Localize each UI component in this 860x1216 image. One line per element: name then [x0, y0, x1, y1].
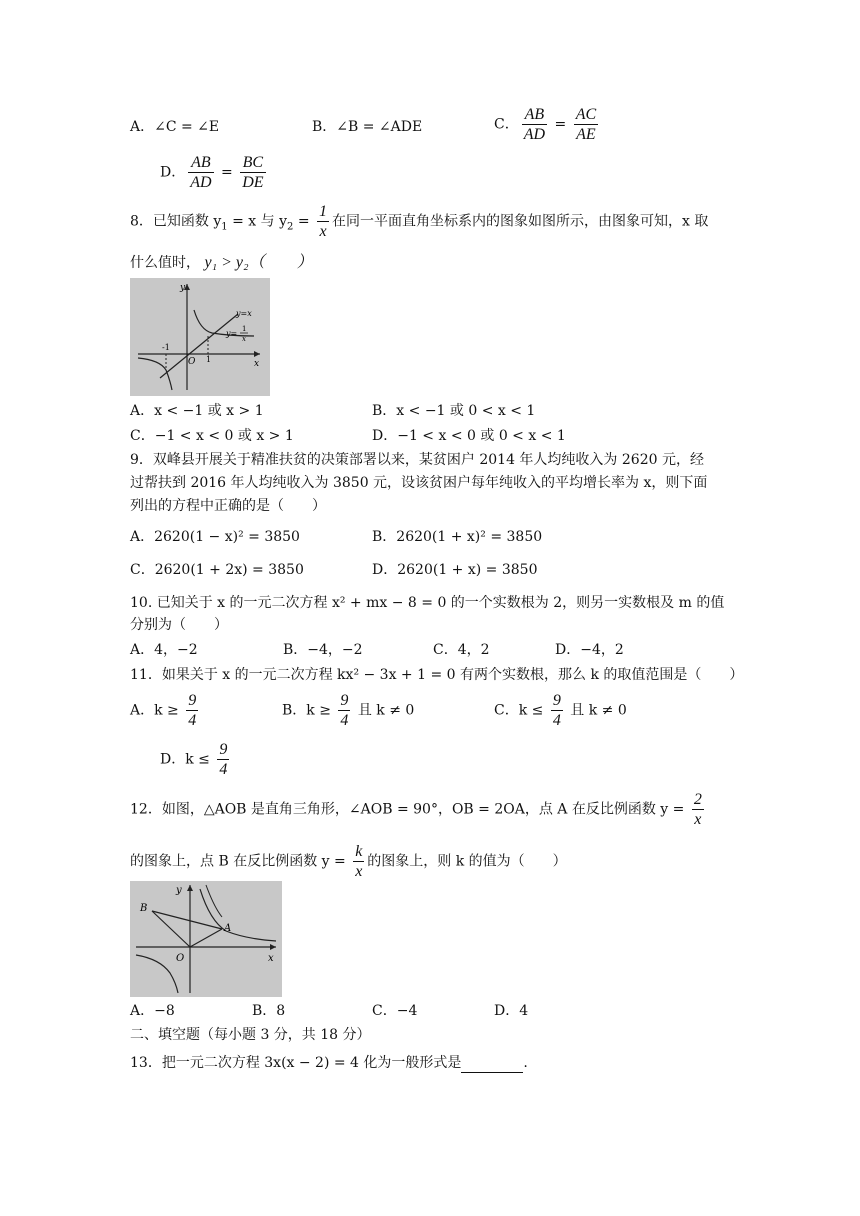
section-heading-fill-in: 二、填空题（每小题 3 分，共 18 分）: [130, 1027, 371, 1043]
q12-graph-y-label: y: [176, 885, 182, 896]
q8-option-a: A．x < −1 或 x > 1: [130, 403, 264, 419]
q8-graph-yx-label: y=x: [236, 309, 252, 318]
q8-graph-yinv-denominator: x: [242, 335, 246, 343]
q8-stem-line2: 什么值时， y₁ > y₂（ ）: [130, 254, 313, 271]
q11-option-b: B．k ≥ $\frac{9}{4}$ 且 k ≠ 0: [282, 692, 415, 729]
q12-stem-line2: 的图象上，点 B 在反比例函数 y = $\frac{k}{x}$ 的图象上，则 k 的值为（ ）: [130, 843, 567, 880]
q9-stem-line3: 列出的方程中正确的是（ ）: [130, 498, 326, 514]
q9-option-a: A．2620(1 − x)² = 3850: [130, 529, 300, 545]
q12-graph-origin-label: O: [176, 953, 185, 964]
q12-graph-point-b-label: B: [140, 903, 148, 914]
q9-option-d: D．2620(1 + x) = 3850: [372, 562, 538, 578]
q10-option-a: A．4，−2: [130, 642, 198, 658]
q12-option-b: B．8: [252, 1003, 286, 1019]
q10-stem-line1: 10. 已知关于 x 的一元二次方程 x² + mx − 8 = 0 的一个实数根为 2，则另一实数根及 m 的值: [130, 595, 725, 611]
q10-stem-line2: 分别为（ ）: [130, 617, 228, 633]
q12-graph-x-label: x: [268, 953, 274, 964]
q8-graph-yinv-label: y=: [226, 329, 238, 338]
q12-graph-figure: [130, 881, 282, 997]
q8-graph-x-label: x: [254, 359, 260, 369]
q8-graph-y-label: y: [180, 283, 186, 293]
q7-option-d: D． $\frac{AB}{AD}$ = $\frac{BC}{DE}$: [160, 154, 264, 191]
q11-option-a: A．k ≥ $\frac{9}{4}$: [130, 692, 197, 729]
q7-option-a: A．∠C = ∠E: [130, 119, 220, 135]
q8-graph-origin-label: O: [188, 357, 196, 367]
q9-stem-line2: 过帮扶到 2016 年人均纯收入为 3850 元，设该贫困户每年纯收入的平均增长率为 x，则下面: [130, 475, 708, 491]
q11-option-d: D．k ≤ $\frac{9}{4}$: [160, 741, 228, 778]
q10-option-c: C．4，2: [433, 642, 490, 658]
q11-option-c: C．k ≤ $\frac{9}{4}$ 且 k ≠ 0: [494, 692, 627, 729]
q9-option-b: B．2620(1 + x)² = 3850: [372, 529, 543, 545]
q8-option-d: D．−1 < x < 0 或 0 < x < 1: [372, 428, 566, 444]
q12-option-d: D．4: [494, 1003, 529, 1019]
q12-option-c: C．−4: [372, 1003, 418, 1019]
q8-option-b: B．x < −1 或 0 < x < 1: [372, 403, 536, 419]
q12-graph-point-a-label: A: [224, 923, 232, 934]
q10-option-d: D．−4，2: [555, 642, 624, 658]
q9-option-c: C．2620(1 + 2x) = 3850: [130, 562, 304, 578]
q8-graph-figure: [130, 278, 270, 396]
q8-graph-neg1-label: -1: [162, 343, 170, 352]
q9-stem-line1: 9．双峰县开展关于精准扶贫的决策部署以来，某贫困户 2014 年人均纯收入为 2620 元，经: [130, 452, 704, 468]
q13-answer-blank[interactable]: [461, 1058, 523, 1073]
q8-graph-one-label: 1: [206, 355, 212, 364]
q13-stem: 13．把一元二次方程 3x(x − 2) = 4 化为一般形式是 .: [130, 1055, 528, 1071]
q8-option-c: C．−1 < x < 0 或 x > 1: [130, 428, 294, 444]
q7-option-b: B．∠B = ∠ADE: [312, 119, 423, 135]
q8-graph-yinv-numerator: 1: [242, 325, 247, 333]
q7-option-c: C． $\frac{AB}{AD}$ = $\frac{AC}{AE}$: [494, 106, 597, 143]
q11-stem: 11．如果关于 x 的一元二次方程 kx² − 3x + 1 = 0 有两个实数根，那么 k 的取值范围是（ ）: [130, 667, 744, 683]
q8-stem-line1: 8．已知函数 $y_1 = x$ 与 $y_2$ = $\frac{1}{x}$ 在同一平面直角坐标系内的图象如图所示，由图象可知，x 取: [130, 203, 709, 240]
q10-option-b: B．−4，−2: [283, 642, 363, 658]
q12-stem-line1: 12．如图，△AOB 是直角三角形，∠AOB = 90°，OB = 2OA，点 A 在反比例函数 y = $\frac{2}{x}$: [130, 791, 702, 828]
q12-option-a: A．−8: [130, 1003, 175, 1019]
